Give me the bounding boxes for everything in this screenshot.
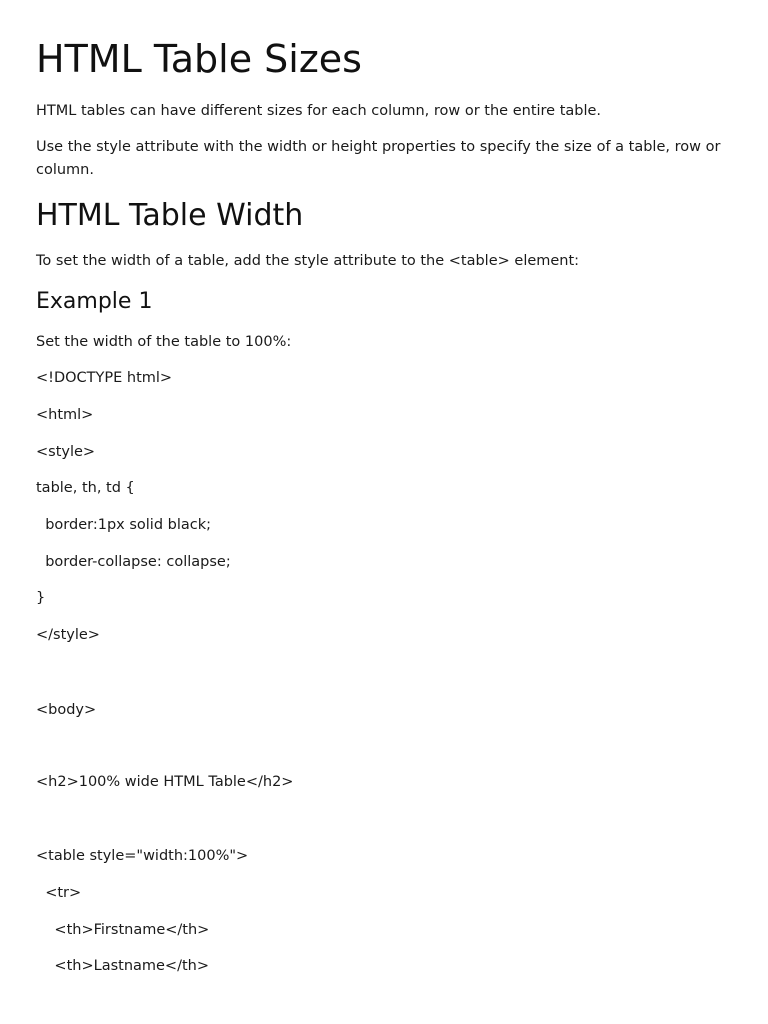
code-line: border:1px solid black; — [36, 517, 212, 533]
code-line: <table style="width:100%"> — [36, 848, 249, 864]
code-line: <html> — [36, 407, 94, 423]
code-line: table, th, td { — [36, 480, 135, 496]
code-line: border-collapse: collapse; — [36, 554, 231, 570]
code-line: <tr> — [36, 885, 82, 901]
code-line: <th>Firstname</th> — [36, 922, 210, 938]
code-line: <h2>100% wide HTML Table</h2> — [36, 774, 294, 790]
code-line: } — [36, 590, 46, 606]
section-heading: HTML Table Width — [36, 198, 304, 233]
section-paragraph: To set the width of a table, add the style attribute to the <table> element: — [36, 253, 580, 269]
page-title: HTML Table Sizes — [36, 37, 362, 81]
code-line: <!DOCTYPE html> — [36, 370, 173, 386]
code-line: <style> — [36, 444, 96, 460]
code-line: <body> — [36, 702, 97, 718]
code-line: <th>Lastname</th> — [36, 958, 209, 974]
intro-paragraph-1: HTML tables can have different sizes for each column, row or the entire table. — [36, 103, 602, 119]
example-heading: Example 1 — [36, 289, 153, 314]
code-line: </style> — [36, 627, 100, 643]
intro-paragraph-2: Use the style attribute with the width or height properties to specify the size of a table, row or column. — [36, 139, 721, 178]
example-description: Set the width of the table to 100%: — [36, 334, 292, 350]
